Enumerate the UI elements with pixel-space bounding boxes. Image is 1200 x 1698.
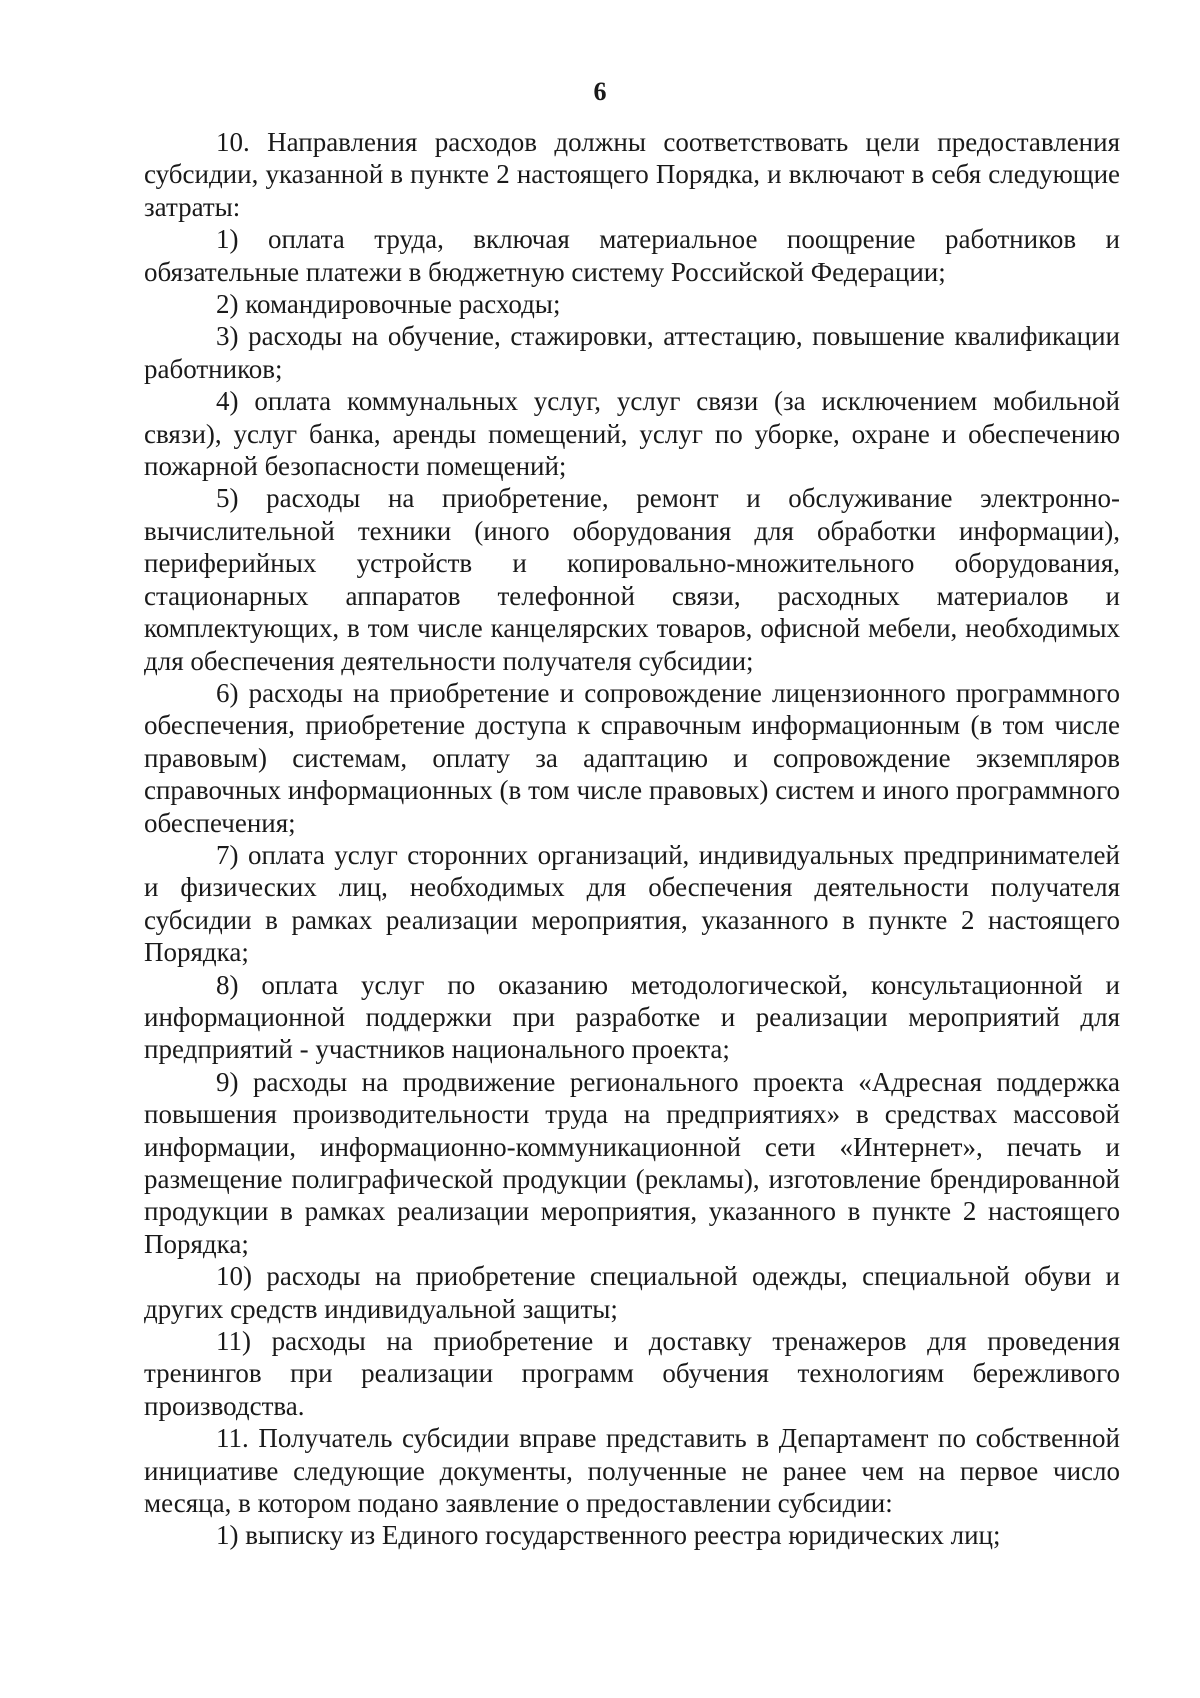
list-item-5: 5) расходы на приобретение, ремонт и обслуживание электронно-вычислительной техники (иного оборудования для обработки информации), периферийных устройств и копировально-множительного оборудования, стационарных аппаратов телефонной связи, расходных материалов и комплектующих, в том числе канцелярских товаров, офисной мебели, необходимых для обеспечения деятельности получателя субсидии;: [144, 483, 1120, 676]
page-number: 6: [593, 77, 607, 106]
list-item-2: 2) командировочные расходы;: [216, 289, 561, 320]
list-item-10: 10) расходы на приобретение специальной одежды, специальной обуви и других средств индивидуальной защиты;: [144, 1261, 1120, 1324]
paragraph-10-header: 10. Направления расходов должны соответствовать цели предоставления субсидии, указанной в пункте 2 настоящего Порядка, и включают в себя следующие затраты:: [144, 127, 1120, 222]
list-item-7: 7) оплата услуг сторонних организаций, индивидуальных предпринимателей и физических лиц, необходимых для обеспечения деятельности получателя субсидии в рамках реализации мероприятия, указанного в пункте 2 настоящего Порядка;: [144, 839, 1120, 968]
list-item-9: 9) расходы на продвижение регионального проекта «Адресная поддержка повышения производительности труда на предприятиях» в средствах массовой информации, информационно-коммуникационной сети «Интернет», печать и размещение полиграфической продукции (рекламы), изготовление брендированной продукции в рамках реализации мероприятия, указанного в пункте 2 настоящего Порядка;: [144, 1066, 1120, 1259]
list-item-11: 11) расходы на приобретение и доставку тренажеров для проведения тренингов при реализации программ обучения технологиям бережливого производства.: [144, 1326, 1120, 1421]
list-item-8: 8) оплата услуг по оказанию методологической, консультационной и информационной поддержки при разработке и реализации мероприятий для предприятий - участников национального проекта;: [144, 969, 1120, 1065]
list-item-11-1: 1) выписку из Единого государственного реестра юридических лиц;: [216, 1520, 1001, 1551]
paragraph-11-header: 11. Получатель субсидии вправе представить в Департамент по собственной инициативе следующие документы, полученные не ранее чем на первое число месяца, в котором подано заявление о предоставлении субсидии:: [144, 1423, 1120, 1519]
list-item-6: 6) расходы на приобретение и сопровождение лицензионного программного обеспечения, приобретение доступа к справочным информационным (в том числе правовым) системам, оплату за адаптацию и сопровождение экземпляров справочных информационных (в том числе правовых) систем и иного программного обеспечения;: [144, 677, 1120, 838]
document-body: [144, 126, 1120, 1552]
list-item-1: 1) оплата труда, включая материальное поощрение работников и обязательные платежи в бюджетную систему Российской Федерации;: [144, 224, 1120, 287]
list-item-4: 4) оплата коммунальных услуг, услуг связи (за исключением мобильной связи), услуг банка, аренды помещений, услуг по уборке, охране и обеспечению пожарной безопасности помещений;: [144, 386, 1120, 482]
list-item-3: 3) расходы на обучение, стажировки, аттестацию, повышение квалификации работников;: [144, 321, 1120, 384]
